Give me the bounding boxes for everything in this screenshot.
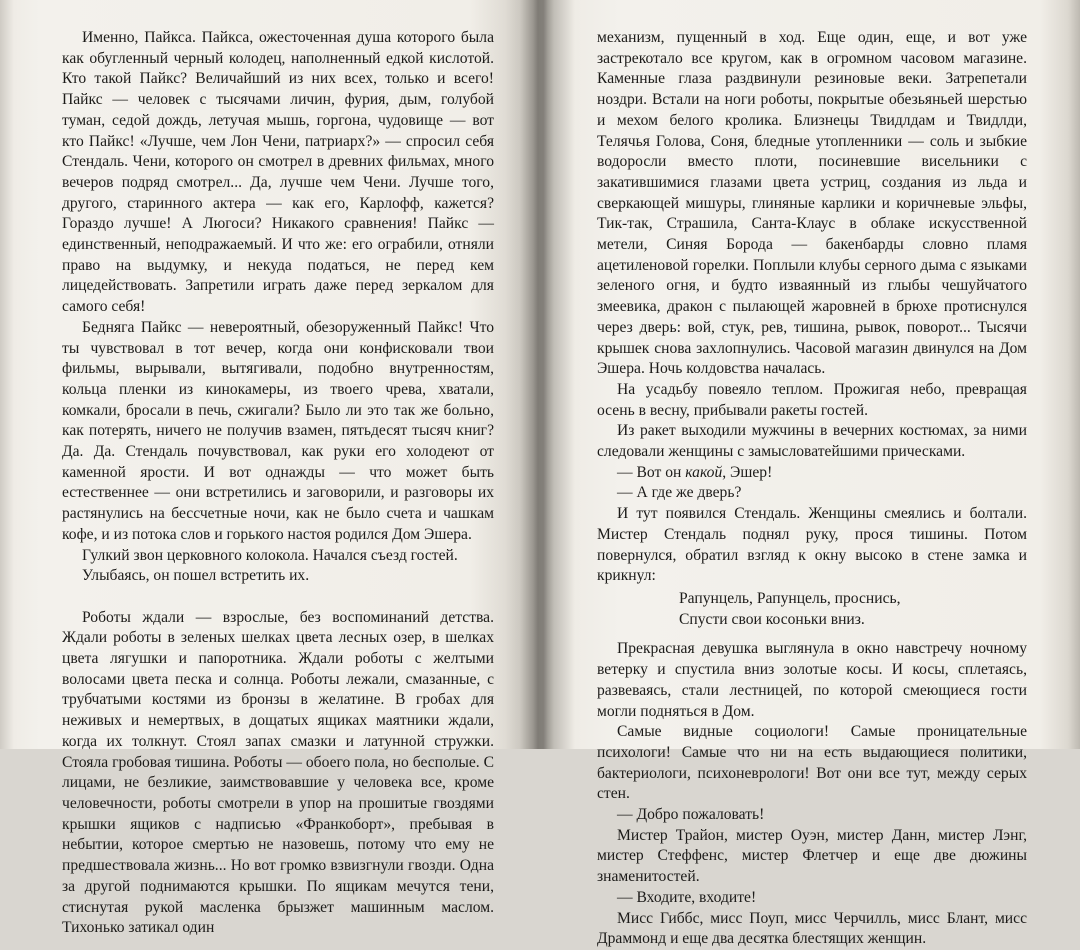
paragraph: Мисс Гиббс, мисс Поуп, мисс Черчилль, мисс Блант, мисс Драммонд и еще два десятка блестящих женщин.: [597, 909, 1027, 948]
gutter-shadow: [505, 0, 575, 749]
paragraph: На усадьбу повеяло теплом. Прожигая небо, превращая осень в весну, прибывали ракеты гостей.: [597, 380, 1027, 419]
paragraph: Бедняга Пайкс — невероятный, обезоруженный Пайкс! Что ты чувствовал в тот вечер, когда они конфисковали твои фильмы, вырывали, вытягивали, подобно внутренностям, кольца пленки из кинокамеры, из твоего чрева, хватали, комкали, бросали в печь, сжигали? Было ли это так же больно, как потерять, ничего не получив взамен, пятьдесят тысяч книг? Да. Да. Стендаль почувствовал, как руки его холодеют от каменной ярости. И вот однажды — что может быть естественнее — они встретились и заговорили, и разговоры их растянулись на бессчетные ночи, как не было счета и чашкам кофе, и из потока слов и горького настоя родился Дом Эшера.: [62, 318, 494, 543]
poem-line: Спусти свои косоньки вниз.: [679, 610, 865, 628]
emphasis-text: какой: [685, 463, 723, 481]
dialog-line: — Добро пожаловать!: [617, 806, 765, 824]
dialog-line: — Входите, входите!: [617, 888, 757, 906]
dialog-line: [597, 463, 1027, 484]
right-page: [597, 28, 1027, 950]
left-page: [62, 28, 494, 939]
dialog-text: , Эшер!: [722, 463, 773, 481]
paragraph: Мистер Трайон, мистер Оуэн, мистер Данн, мистер Лэнг, мистер Стеффенс, мистер Флетчер и еще две дюжины знаменитостей.: [597, 826, 1027, 886]
paragraph: Роботы ждали — взрослые, без воспоминаний детства. Ждали роботы в зеленых шелках цвета лесных озер, в шелках цвета лягушки и папоротника. Ждали роботы с желтыми волосами цвета песка и солнца. Роботы лежали, смазанные, с трубчатыми костями из бронзы в желатине. В гробах для неживых и немертвых, в дощатых ящиках маятники ждали, когда их толкнут. Стоял запах смазки и латунной стружки. Стояла гробовая тишина. Роботы — обоего пола, но бесполые. С лицами, не безликие, заимствовавшие у человека все, кроме человечности, роботы смотрели в упор на прошитые гвоздями крышки ящиков с надписью «Франкоборт», пребывая в небытии, которое смертью не назовешь, потому что ему не предшествовала жизнь... Но вот громко взвизгнули гвозди. Одна за другой поднимаются крышки. По ящикам мечутся тени, стиснутая рукой масленка брызжет машинным маслом. Тихонько затикал один: [62, 608, 494, 937]
paragraph: Прекрасная девушка выглянула в окно навстречу ночному ветерку и спустила вниз золотые косы. И косы, сплетаясь, развеваясь, стали лестницей, по которой смеющиеся гости могли подняться в Дом.: [597, 640, 1027, 720]
paragraph: Из ракет выходили мужчины в вечерних костюмах, за ними следовали женщины с замысловатейшими прическами.: [597, 422, 1027, 461]
paragraph: механизм, пущенный в ход. Еще один, еще, и вот уже застрекотало все кругом, как в огромном часовом магазине. Каменные глаза раздвинули резиновые веки. Затрепетали ноздри. Встали на ноги роботы, покрытые обезьяньей шерстью и мехом белого кролика. Близнецы Твидлдам и Твидлди, Телячья Голова, Соня, бледные утопленники — соль и зыбкие водоросли вместо плоти, посиневшие висельники с закатившимися глазами цвета устриц, создания из льда и сверкающей мишуры, глиняные карлики и коричневые эльфы, Тик-так, Страшила, Санта-Клаус в облаке искусственной метели, Синяя Борода — бакенбарды словно пламя ацетиленовой горелки. Поплыли клубы серного дыма с языками зеленого огня, и будто изваянный из глыбы чешуйчатого змеевика, дракон с пылающей жаровней в брюхе протиснулся через дверь: вой, стук, рев, тишина, рывок, поворот... Тысячи крышек снова захлопнулись. Часовой магазин двинулся на Дом Эшера. Ночь колдовства началась.: [597, 29, 1027, 378]
poem: [679, 589, 1027, 630]
paragraph: Самые видные социологи! Самые проницательные психологи! Самые что ни на есть выдающиеся политики, бактериологи, психоневрологи! Вот они все тут, между серых стен.: [597, 723, 1027, 803]
paragraph: И тут появился Стендаль. Женщины смеялись и болтали. Мистер Стендаль поднял руку, прося тишины. Потом повернулся, обратил взгляд к окну высоко в стене замка и крикнул:: [597, 505, 1027, 585]
paragraph: Именно, Пайкса. Пайкса, ожесточенная душа которого была как обугленный черный колодец, наполненный едкой кислотой. Кто такой Пайкс? Величайший из них всех, только и всего! Пайкс — человек с тысячами личин, фурия, дым, голубой туман, седой дождь, летучая мышь, горгона, чудовище — вот кто Пайкс! «Лучше, чем Лон Чени, патриарх?» — спросил себя Стендаль. Чени, которого он смотрел в древних фильмах, много вечеров подряд смотрел... Да, лучше чем Чени. Лучше того, другого, старинного актера — как его, Карлофф, кажется? Гораздо лучше! А Люгоси? Никакого сравнения! Пайкс — единственный, неподражаемый. И что же: его ограбили, отняли право на выдумку, и некуда податься, не перед кем лицедействовать. Запретили играть даже перед зеркалом для самого себя!: [62, 29, 494, 316]
dialog-line: — А где же дверь?: [617, 484, 742, 502]
paragraph: Гулкий звон церковного колокола. Начался съезд гостей.: [82, 546, 458, 564]
dialog-text: — Вот он: [617, 463, 686, 481]
poem-line: Рапунцель, Рапунцель, проснись,: [679, 589, 901, 607]
paragraph: Улыбаясь, он пошел встретить их.: [82, 567, 310, 585]
